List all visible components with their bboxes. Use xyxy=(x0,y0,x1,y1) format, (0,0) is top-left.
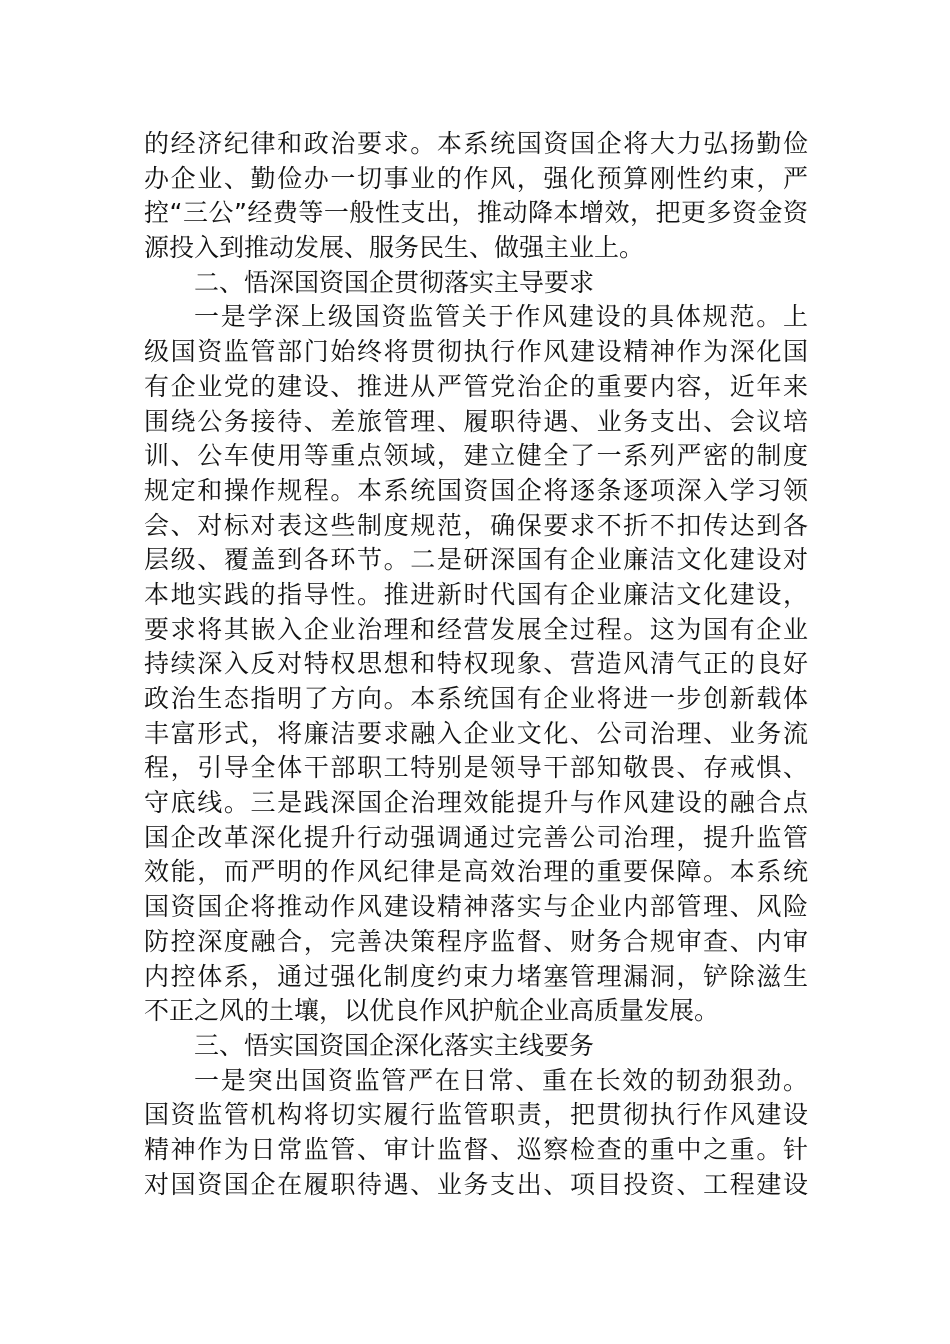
section-heading-2: 二、悟深国资国企贯彻落实主导要求 xyxy=(194,267,595,297)
text-line: 精神作为日常监管、审计监督、巡察检查的重中之重。针 xyxy=(144,1134,808,1164)
text-line: 政治生态指明了方向。本系统国有企业将进一步创新载体 xyxy=(144,684,808,713)
text-line: 持续深入反对特权思想和特权现象、营造风清气正的良好 xyxy=(144,649,808,679)
text-line: 办企业、勤俭办一切事业的作风，强化预算刚性约束，严 xyxy=(144,163,808,193)
text-line: 的经济纪律和政治要求。本系统国资国企将大力弘扬勤俭 xyxy=(144,129,808,158)
text-line: 国资监管机构将切实履行监管职责，把贯彻执行作风建设 xyxy=(144,1100,808,1130)
section-heading-3: 三、悟实国资国企深化落实主线要务 xyxy=(194,1030,595,1060)
text-line: 国资国企将推动作风建设精神落实与企业内部管理、风险 xyxy=(144,892,808,922)
text-line: 要求将其嵌入企业治理和经营发展全过程。这为国有企业 xyxy=(144,614,808,644)
text-line: 一是突出国资监管严在日常、重在长效的韧劲狠劲。 xyxy=(194,1065,808,1095)
text-line: 程，引导全体干部职工特别是领导干部知敬畏、存戒惧、 xyxy=(144,753,808,783)
text-line: 本地实践的指导性。推进新时代国有企业廉洁文化建设， xyxy=(144,579,808,609)
text-line: 源投入到推动发展、服务民生、做强主业上。 xyxy=(144,233,645,263)
text-line: 一是学深上级国资监管关于作风建设的具体规范。上 xyxy=(194,302,808,332)
text-line: 国企改革深化提升行动强调通过完善公司治理，提升监管 xyxy=(144,822,808,852)
text-line: 不正之风的土壤，以优良作风护航企业高质量发展。 xyxy=(144,996,720,1026)
document-body xyxy=(144,127,808,1202)
text-line: 控“三公”经费等一般性支出，推动降本增效，把更多资金资 xyxy=(144,198,808,228)
text-line: 效能，而严明的作风纪律是高效治理的重要保障。本系统 xyxy=(144,857,808,887)
text-line: 守底线。三是践深国企治理效能提升与作风建设的融合点 xyxy=(144,788,808,818)
text-line: 级国资监管部门始终将贯彻执行作风建设精神作为深化国 xyxy=(144,337,808,367)
text-line: 内控体系，通过强化制度约束力堵塞管理漏洞，铲除滋生 xyxy=(144,961,808,991)
text-line: 围绕公务接待、差旅管理、履职待遇、业务支出、会议培 xyxy=(144,406,808,436)
text-line: 训、公车使用等重点领域，建立健全了一系列严密的制度 xyxy=(144,441,808,471)
text-line: 防控深度融合，完善决策程序监督、财务合规审查、内审 xyxy=(144,926,808,956)
text-line: 会、对标对表这些制度规范，确保要求不折不扣传达到各 xyxy=(144,510,808,540)
text-line: 层级、覆盖到各环节。二是研深国有企业廉洁文化建设对 xyxy=(144,545,808,575)
text-line: 规定和操作规程。本系统国资国企将逐条逐项深入学习领 xyxy=(144,475,808,505)
text-line: 对国资国企在履职待遇、业务支出、项目投资、工程建设 xyxy=(144,1169,808,1199)
text-line: 有企业党的建设、推进从严管党治企的重要内容，近年来 xyxy=(144,371,808,401)
text-line: 丰富形式，将廉洁要求融入企业文化、公司治理、业务流 xyxy=(144,718,808,748)
